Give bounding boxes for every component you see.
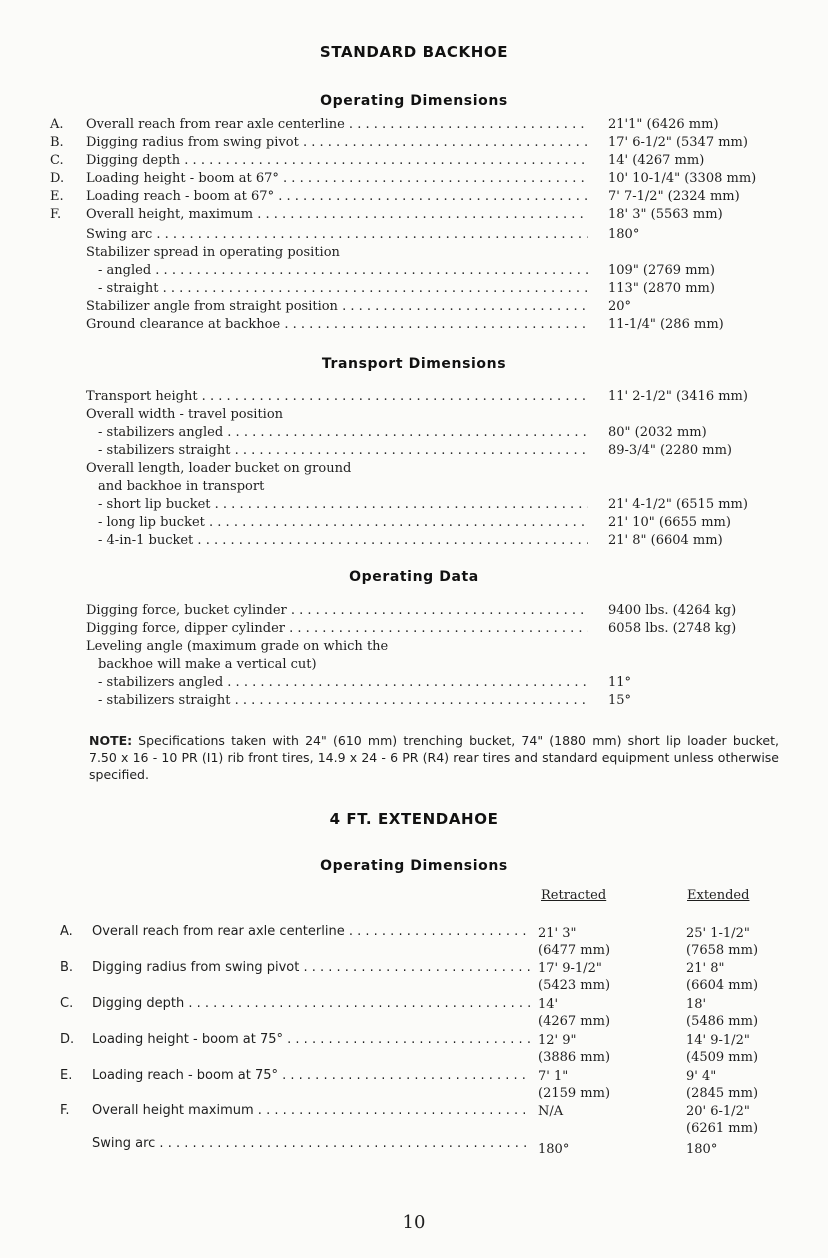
row-value: 21'1" (6426 mm) <box>608 117 719 132</box>
spec-row <box>50 226 790 244</box>
extended-column-header: Extended <box>687 888 750 903</box>
row-label: Overall width - travel position <box>86 407 284 422</box>
row-label: Swing arc <box>86 227 153 242</box>
row-label: Stabilizer angle from straight position <box>86 299 338 314</box>
spec-row <box>50 514 790 532</box>
row-letter: D. <box>50 171 65 186</box>
spec-row <box>50 116 790 134</box>
row-letter: F. <box>50 207 62 222</box>
extendahoe-heading: Operating Dimensions <box>320 858 508 874</box>
row-letter: B. <box>50 135 64 150</box>
row-label: - 4-in-1 bucket <box>98 533 194 548</box>
row-value: 17' 6-1/2" (5347 mm) <box>608 135 748 150</box>
row-value: 15° <box>608 693 632 708</box>
row-value: 9400 lbs. (4264 kg) <box>608 603 737 618</box>
retracted-column-header: Retracted <box>541 888 607 903</box>
operating-data-heading: Operating Data <box>349 569 479 585</box>
row-letter: A. <box>50 117 64 132</box>
row-label: Digging depth <box>92 996 185 1011</box>
row-value: 11-1/4" (286 mm) <box>608 317 724 332</box>
extended-metric: (2845 mm) <box>686 1086 759 1101</box>
retracted-value: 12' 9" <box>538 1033 577 1048</box>
extended-metric: (6604 mm) <box>686 978 759 993</box>
extendahoe-row <box>60 995 780 1013</box>
row-label: Digging depth <box>86 153 181 168</box>
retracted-metric: (6477 mm) <box>538 943 611 958</box>
spec-row <box>50 656 790 674</box>
spec-row <box>50 316 790 334</box>
row-value: 89-3/4" (2280 mm) <box>608 443 732 458</box>
row-letter: B. <box>60 960 74 975</box>
row-value: 180° <box>608 227 640 242</box>
extended-value: 21' 8" <box>686 961 725 976</box>
spec-row <box>50 206 790 224</box>
spec-row <box>50 674 790 692</box>
spec-row <box>50 280 790 298</box>
extended-value: 20' 6-1/2" <box>686 1104 750 1119</box>
row-label: Leveling angle (maximum grade on which the <box>86 639 389 654</box>
row-label: Overall height, maximum <box>86 207 254 222</box>
row-label: Transport height <box>86 389 198 404</box>
extendahoe-row <box>60 1031 780 1049</box>
extended-metric: (4509 mm) <box>686 1050 759 1065</box>
retracted-value: 14' <box>538 997 559 1012</box>
row-value: 21' 4-1/2" (6515 mm) <box>608 497 748 512</box>
spec-row <box>50 620 790 638</box>
row-value: 21' 8" (6604 mm) <box>608 533 723 548</box>
row-label: Digging radius from swing pivot <box>86 135 299 150</box>
spec-row <box>50 460 790 478</box>
extendahoe-row <box>60 1067 780 1085</box>
spec-row <box>50 188 790 206</box>
spec-row <box>50 602 790 620</box>
spec-row <box>50 244 790 262</box>
spec-row <box>50 152 790 170</box>
row-label: Overall height maximum <box>92 1103 254 1118</box>
row-value: 109" (2769 mm) <box>608 263 715 278</box>
retracted-value: 7' 1" <box>538 1069 569 1084</box>
row-label: Overall reach from rear axle centerline <box>92 924 345 939</box>
row-label: - stabilizers angled <box>98 675 224 690</box>
row-label: Loading height - boom at 67° <box>86 171 279 186</box>
row-value: 20° <box>608 299 632 314</box>
row-label: Digging force, dipper cylinder <box>86 621 286 636</box>
row-label: - long lip bucket <box>98 515 205 530</box>
row-label: - stabilizers straight <box>98 693 231 708</box>
row-letter: D. <box>60 1032 75 1047</box>
row-letter: C. <box>50 153 64 168</box>
spec-row <box>50 638 790 656</box>
extended-value: 18' <box>686 997 707 1012</box>
retracted-value: 21' 3" <box>538 926 577 941</box>
extendahoe-row <box>60 1102 780 1120</box>
row-value: 11' 2-1/2" (3416 mm) <box>608 389 748 404</box>
extended-metric: (7658 mm) <box>686 943 759 958</box>
spec-row <box>50 424 790 442</box>
spec-row <box>50 388 790 406</box>
extendahoe-title: 4 FT. EXTENDAHOE <box>329 810 499 828</box>
operating-dimensions-heading: Operating Dimensions <box>320 93 508 109</box>
row-value: 18' 3" (5563 mm) <box>608 207 723 222</box>
extended-metric: (5486 mm) <box>686 1014 759 1029</box>
row-label: Digging radius from swing pivot <box>92 960 300 975</box>
row-label: - stabilizers angled <box>98 425 224 440</box>
spec-row <box>50 406 790 424</box>
extended-metric: (6261 mm) <box>686 1121 759 1136</box>
note-paragraph <box>89 732 779 783</box>
extended-metric: 180° <box>686 1142 718 1157</box>
spec-row <box>50 170 790 188</box>
row-value: 14' (4267 mm) <box>608 153 705 168</box>
row-label: - short lip bucket <box>98 497 211 512</box>
retracted-value: 17' 9-1/2" <box>538 961 602 976</box>
extended-value: 9' 4" <box>686 1069 717 1084</box>
note-tag: NOTE: <box>89 733 133 748</box>
row-value: 11° <box>608 675 632 690</box>
transport-dimensions-heading: Transport Dimensions <box>321 356 507 372</box>
row-label: and backhoe in transport <box>98 479 265 494</box>
row-label: Loading reach - boom at 67° <box>86 189 275 204</box>
row-value: 80" (2032 mm) <box>608 425 707 440</box>
row-label: Loading reach - boom at 75° <box>92 1068 278 1083</box>
page-number: 10 <box>402 1212 426 1233</box>
row-value: 21' 10" (6655 mm) <box>608 515 731 530</box>
retracted-value: N/A <box>538 1104 564 1119</box>
extended-value: 25' 1-1/2" <box>686 926 750 941</box>
note-text: Specifications taken with 24" (610 mm) trenching bucket, 74" (1880 mm) short lip loader bucket, 7.50 x 16 - 10 PR (I1) rib front tires, 14.9 x 24 - 6 PR (R4) rear tires and standard equipment unless otherwise specified. <box>89 733 779 782</box>
row-letter: F. <box>60 1103 70 1118</box>
row-label: - straight <box>98 281 159 296</box>
row-value: 113" (2870 mm) <box>608 281 715 296</box>
row-value: 6058 lbs. (2748 kg) <box>608 621 737 636</box>
spec-row <box>50 262 790 280</box>
extended-value: 14' 9-1/2" <box>686 1033 750 1048</box>
row-letter: E. <box>60 1068 73 1083</box>
spec-row <box>50 442 790 460</box>
spec-row <box>50 532 790 550</box>
retracted-metric: 180° <box>538 1142 570 1157</box>
row-label: Loading height - boom at 75° <box>92 1032 284 1047</box>
spec-row <box>50 692 790 710</box>
row-label: - angled <box>98 263 152 278</box>
row-label: Swing arc <box>92 1136 156 1151</box>
extendahoe-row <box>60 1135 780 1153</box>
retracted-metric: (3886 mm) <box>538 1050 611 1065</box>
extendahoe-row <box>60 959 780 977</box>
retracted-metric: (5423 mm) <box>538 978 611 993</box>
row-label: Stabilizer spread in operating position <box>86 245 340 260</box>
row-letter: C. <box>60 996 74 1011</box>
spec-row <box>50 478 790 496</box>
page-title: STANDARD BACKHOE <box>319 43 509 61</box>
row-label: - stabilizers straight <box>98 443 231 458</box>
row-value: 10' 10-1/4" (3308 mm) <box>608 171 757 186</box>
spec-row <box>50 298 790 316</box>
row-label: Digging force, bucket cylinder <box>86 603 287 618</box>
row-label: Overall reach from rear axle centerline <box>86 117 345 132</box>
row-label: backhoe will make a vertical cut) <box>98 657 317 672</box>
row-label: Ground clearance at backhoe <box>86 317 281 332</box>
row-value: 7' 7-1/2" (2324 mm) <box>608 189 740 204</box>
retracted-metric: (4267 mm) <box>538 1014 611 1029</box>
retracted-metric: (2159 mm) <box>538 1086 611 1101</box>
extendahoe-row <box>60 923 780 941</box>
spec-row <box>50 496 790 514</box>
row-label: Overall length, loader bucket on ground <box>86 461 352 476</box>
row-letter: E. <box>50 189 64 204</box>
row-letter: A. <box>60 924 73 939</box>
spec-row <box>50 134 790 152</box>
